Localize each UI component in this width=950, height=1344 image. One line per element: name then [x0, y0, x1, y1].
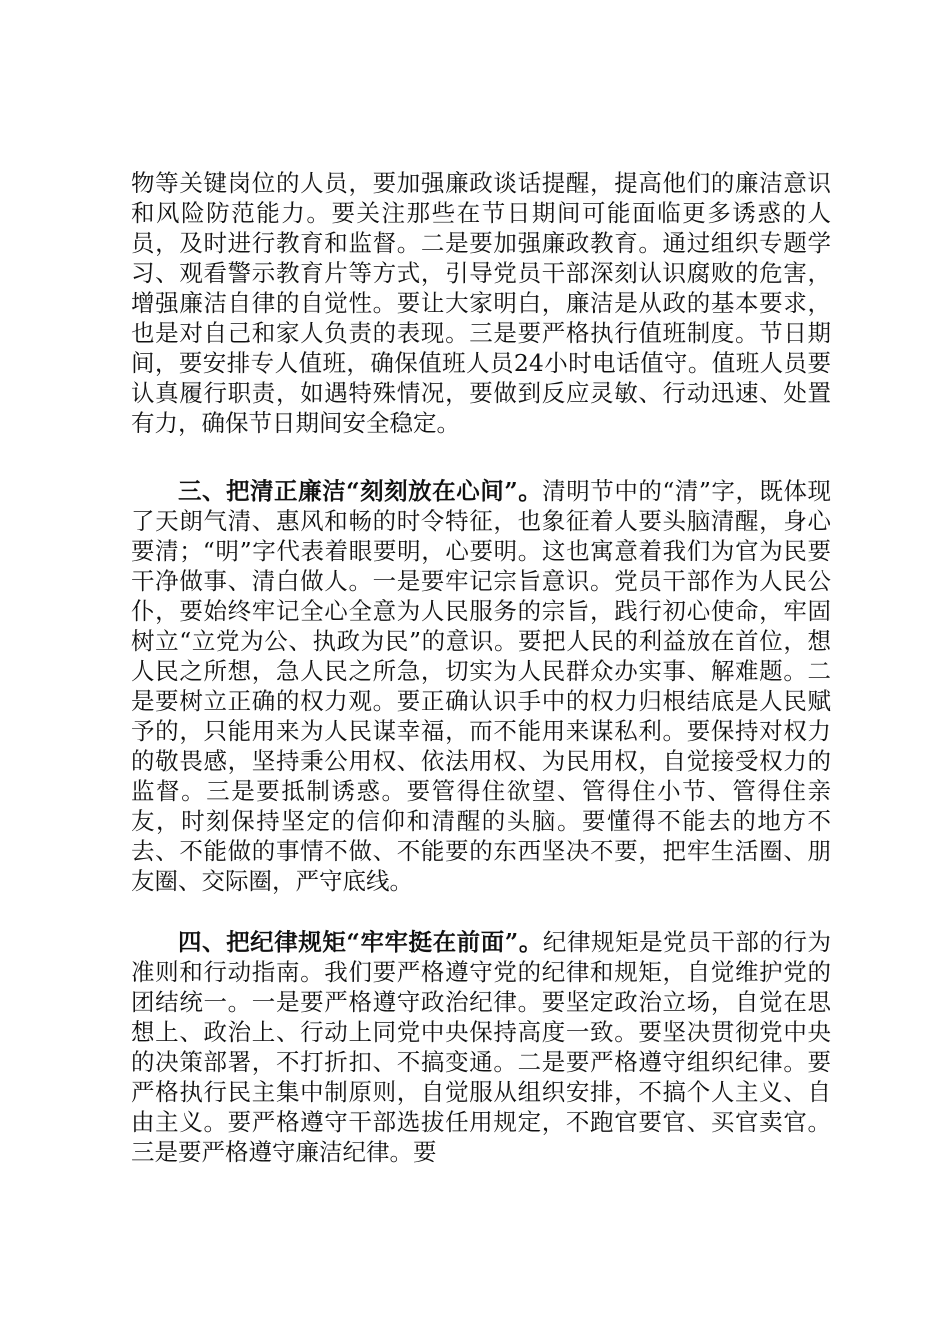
- section-four-body: 纪律规矩是党员干部的行为准则和行动指南。我们要严格遵守党的纪律和规矩，自觉维护党的团结统一。一是要严格遵守政治纪律。要坚定政治立场，自觉在思想上、政治上、行动上同党中央保持高度一致。要坚决贯彻党中央的决策部署，不打折扣、不搞变通。二是要严格遵守组织纪律。要严格执行民主集中制原则，自觉服从组织安排，不搞个人主义、自由主义。要严格遵守干部选拔任用规定，不跑官要官、买官卖官。三是要严格遵守廉洁纪律。要: [131, 928, 831, 1166]
- section-four-heading: 四、把纪律规矩“牢牢挺在前面”。: [178, 928, 543, 956]
- section-three-paragraph: [131, 476, 831, 896]
- section-three-heading: 三、把清正廉洁“刻刻放在心间”。: [178, 477, 543, 505]
- section-four-paragraph: [131, 927, 831, 1167]
- section-three-body: 清明节中的“清”字，既体现了天朗气清、惠风和畅的时令特征，也象征着人要头脑清醒，身心要清；“明”字代表着眼要明，心要明。这也寓意着我们为官为民要干净做事、清白做人。一是要牢记宗旨意识。党员干部作为人民公仆，要始终牢记全心全意为人民服务的宗旨，践行初心使命，牢固树立“立党为公、执政为民”的意识。要把人民的利益放在首位，想人民之所想，急人民之所急，切实为人民群众办实事、解难题。二是要树立正确的权力观。要正确认识手中的权力归根结底是人民赋予的，只能用来为人民谋幸福，而不能用来谋私利。要保持对权力的敬畏感，坚持秉公用权、依法用权、为民用权，自觉接受权力的监督。三是要抵制诱惑。要管得住欲望、管得住小节、管得住亲友，时刻保持坚定的信仰和清醒的头脑。要懂得不能去的地方不去、不能做的事情不做、不能要的东西坚决不要，把牢生活圈、朋友圈、交际圈，严守底线。: [131, 477, 831, 895]
- paragraph-continuation: 物等关键岗位的人员，要加强廉政谈话提醒，提高他们的廉洁意识和风险防范能力。要关注那些在节日期间可能面临更多诱惑的人员，及时进行教育和监督。二是要加强廉政教育。通过组织专题学习、观看警示教育片等方式，引导党员干部深刻认识腐败的危害，增强廉洁自律的自觉性。要让大家明白，廉洁是从政的基本要求，也是对自己和家人负责的表现。三是要严格执行值班制度。节日期间，要安排专人值班，确保值班人员24小时电话值守。值班人员要认真履行职责，如遇特殊情况，要做到反应灵敏、行动迅速、处置有力，确保节日期间安全稳定。: [131, 169, 831, 437]
